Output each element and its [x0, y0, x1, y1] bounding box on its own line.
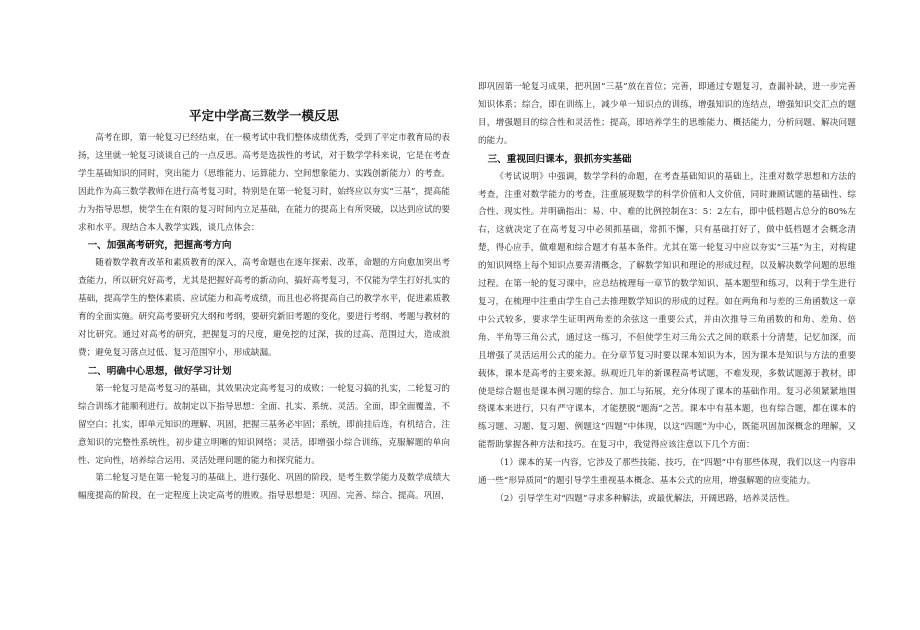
section-heading-3: 三、重视回归课本，狠抓夯实基础 — [487, 153, 632, 165]
section-2-paragraph-1: 第一轮复习是高考复习的基础，其效果决定高考复习的成败；一轮复习搞的扎实，二轮复习的综合训练才能顺利进行。故制定以下指导思想：全面、扎实、系统、灵活。全面，即全面覆盖，不留空白；扎实，即单元知识的理解、巩固，把握三基务必牢固；系统，即前挂后连，有机结合，注意知识的完整性系统性，初步建立明晰的知识网络；灵活，即增强小综合训练，克服解题的单向性、定向性，培养综合运用、灵活处理问题的能力和探究能力。 — [78, 383, 450, 466]
section-heading-2: 二、明确中心思想，做好学习计划 — [87, 365, 232, 377]
section-3-point-1: （1）课本的某一内容，它涉及了那些技能、技巧，在“四题”中有那些体现，我们以这一内容串通一些“形异质同”的题引导学生重视基本概念、基本公式的应用，增强解题的应变能力。 — [478, 458, 856, 487]
section-2-continued-paragraph: 即巩固第一轮复习成果，把巩固“三基”放在首位；完善，即通过专题复习，查漏补缺，进一步完善知识体系；综合，即在训练上，减少单一知识点的训练，增强知识的连结点，增强知识交汇点的题目，增强题目的综合性和灵活性；提高，即培养学生的思维能力、概括能力，分析问题、解决问题的能力。 — [478, 82, 856, 146]
section-3-paragraph-1: 《考试说明》中强调，数学学科的命题，在考查基础知识的基础上，注重对数学思想和方法的考查，注重对数学能力的考查，注重展现数学的科学价值和人文价值，同时兼顾试题的基础性、综合性、现实性。并明确指出：易、中、难的比例控制在3：5：2左右，即中低档题占总分的80%左右，这就决定了在高考复习中必须抓基础，常抓不懈，只有基础打好了，做中低档题才会概念清楚，得心应手，做难题和综合题才有基本条件。尤其在第一轮复习中应以夯实“三基”为主，对构建的知识网络上每个知识点要弄清概念，了解数学知识和理论的形成过程，以及解决数学问题的思维过程。在第一轮的复习课中，应总结梳理每一章节的数学知识、基本题型和练习，以利于学生进行复习，在梳理中注重由学生自己去推理数学知识的形成的过程。如在两角和与差的三角函数这一章中公式较多，要求学生证明两角差的余弦这一重要公式，并由次推导三角函数的和角、差角、倍角、半角等三角公式，通过这一练习，不但使学生对三角公式之间的联系十分清楚，记忆加深，而且增强了灵活运用公式的能力。在分章节复习时要以课本知识为本，因为课本是知识与方法的重要载体，课本是高考的主要来源。纵观近几年的新课程高考试题，不难发现，多数试题源于教材，即使是综合题也是课本例习题的综合、加工与拓展，充分体现了课本的基础作用。复习必须紧紧地围绕课本来进行，只有严守课本，才能摆脱“题海”之苦。课本中有基本题，也有综合题，都在课本的练习题、习题、复习题、例题这“四题”中体现，以这“四题”为中心，既能巩固加深概念的理解，又能帮助掌握各种方法和技巧。在复习中，我觉得应该注意以下几个方面： — [478, 171, 856, 451]
section-1-paragraph: 随着数学教育改革和素质教育的深入，高考命题也在逐年探索、改革，命题的方向愈加突出考查能力，所以研究好高考，尤其是把握好高考的新动向，搞好高考复习，不仅能为学生打好扎实的基础，提高学生的整体素质、应试能力和高考成绩，而且也必将提高自己的教学水平，促进素质教育的全面实施。研究高考要研究大纲和考纲，要研究新旧考题的变化，要进行考纲、考题与教材的对比研究。通过对高考的研究，把握复习的尺度，避免挖的过深，拔的过高、范围过大，造成浪费；避免复习落点过低、复习范围窄小，形成缺漏。 — [78, 258, 450, 358]
document-title: 平定中学高三数学一模反思 — [188, 108, 339, 123]
section-2-paragraph-2: 第二轮复习是在第一轮复习的基础上，进行强化、巩固的阶段，是考生数学能力及数学成绩大幅度提高的阶段，在一定程度上决定高考的胜败。指导思想是：巩固、完善、综合、提高。巩固， — [78, 473, 450, 502]
section-3-point-2: （2）引导学生对“四题”寻求多种解法，或最优解法，开阔思路，培养灵活性。 — [495, 493, 795, 504]
intro-paragraph: 高考在即，第一轮复习已经结束，在一模考试中我们整体成绩优秀，受到了平定市教育局的表扬，这里就一轮复习谈谈自己的一点反思。高考是选拔性的考试，对于数学学科来说，它是在考查学生基础知识的同时，突出能力（思维能力、运算能力、空间想象能力、实践创新能力）的考查。因此作为高三数学教师在进行高考复习时，特别是在第一轮复习时，始终应以夯实“三基”，提高能力为指导思想，使学生在有限的复习时间内立足基础，在能力的提高上有所突破，以达到应试的要求和水平。现结合本人教学实践，谈几点体会： — [78, 133, 450, 233]
right-text-flow — [478, 79, 856, 509]
left-text-flow — [78, 130, 450, 506]
section-heading-1: 一、加强高考研究，把握高考方向 — [87, 240, 232, 252]
